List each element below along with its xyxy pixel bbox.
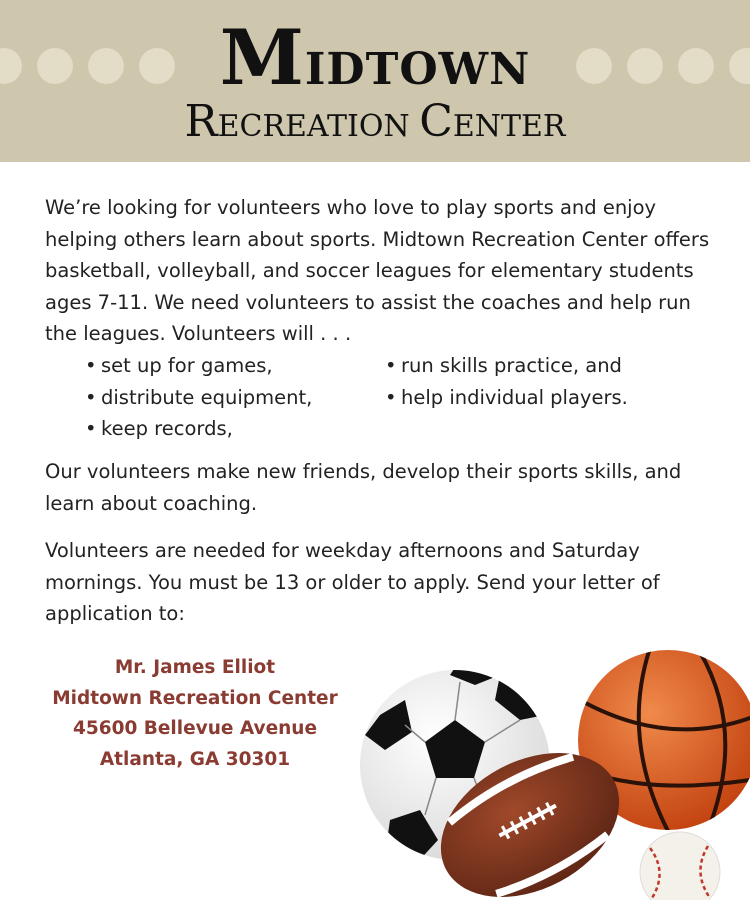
list-item: • set up for games, [85, 354, 273, 377]
intro-paragraph: We’re looking for volunteers who love to play sports and enjoy helping others learn about sports. Midtown Recreation Center offers basketball, volleyball, and soccer leagues for elementary students ages 7-11. We need volunteers to assist the coaches and help run the leagues. Volunteers will . . . [45, 196, 710, 345]
list-item: • distribute equipment, [85, 385, 313, 409]
page-subtitle [0, 96, 750, 153]
duties-column-1 [85, 350, 312, 445]
mailing-address [40, 653, 350, 775]
subtitle-word1: ECREATION [217, 109, 420, 144]
title-rest: IDTOWN [304, 44, 531, 95]
duties-column-2 [385, 350, 628, 413]
sports-balls-illustration [350, 620, 750, 900]
page-title [0, 13, 750, 108]
subtitle-word2: ENTER [452, 109, 566, 144]
list-item: • keep records, [85, 417, 233, 440]
address-street: 45600 Bellevue Avenue [72, 718, 318, 739]
baseball-icon [640, 832, 720, 900]
application-paragraph: Volunteers are needed for weekday afternoons and Saturday mornings. You must be 13 or older to apply. Send your letter of application to: [45, 539, 660, 625]
list-item: • run skills practice, and [385, 354, 622, 377]
subtitle-initial: C [419, 96, 453, 147]
benefits-paragraph: Our volunteers make new friends, develop their sports skills, and learn about coaching. [45, 460, 682, 515]
list-item: • help individual players. [385, 385, 628, 409]
address-org: Midtown Recreation Center [52, 687, 338, 709]
title-initial: M [219, 13, 305, 102]
address-city: Atlanta, GA 30301 [99, 748, 291, 770]
address-name: Mr. James Elliot [114, 657, 276, 678]
header-banner [0, 0, 750, 162]
subtitle-initial: R [184, 96, 218, 147]
